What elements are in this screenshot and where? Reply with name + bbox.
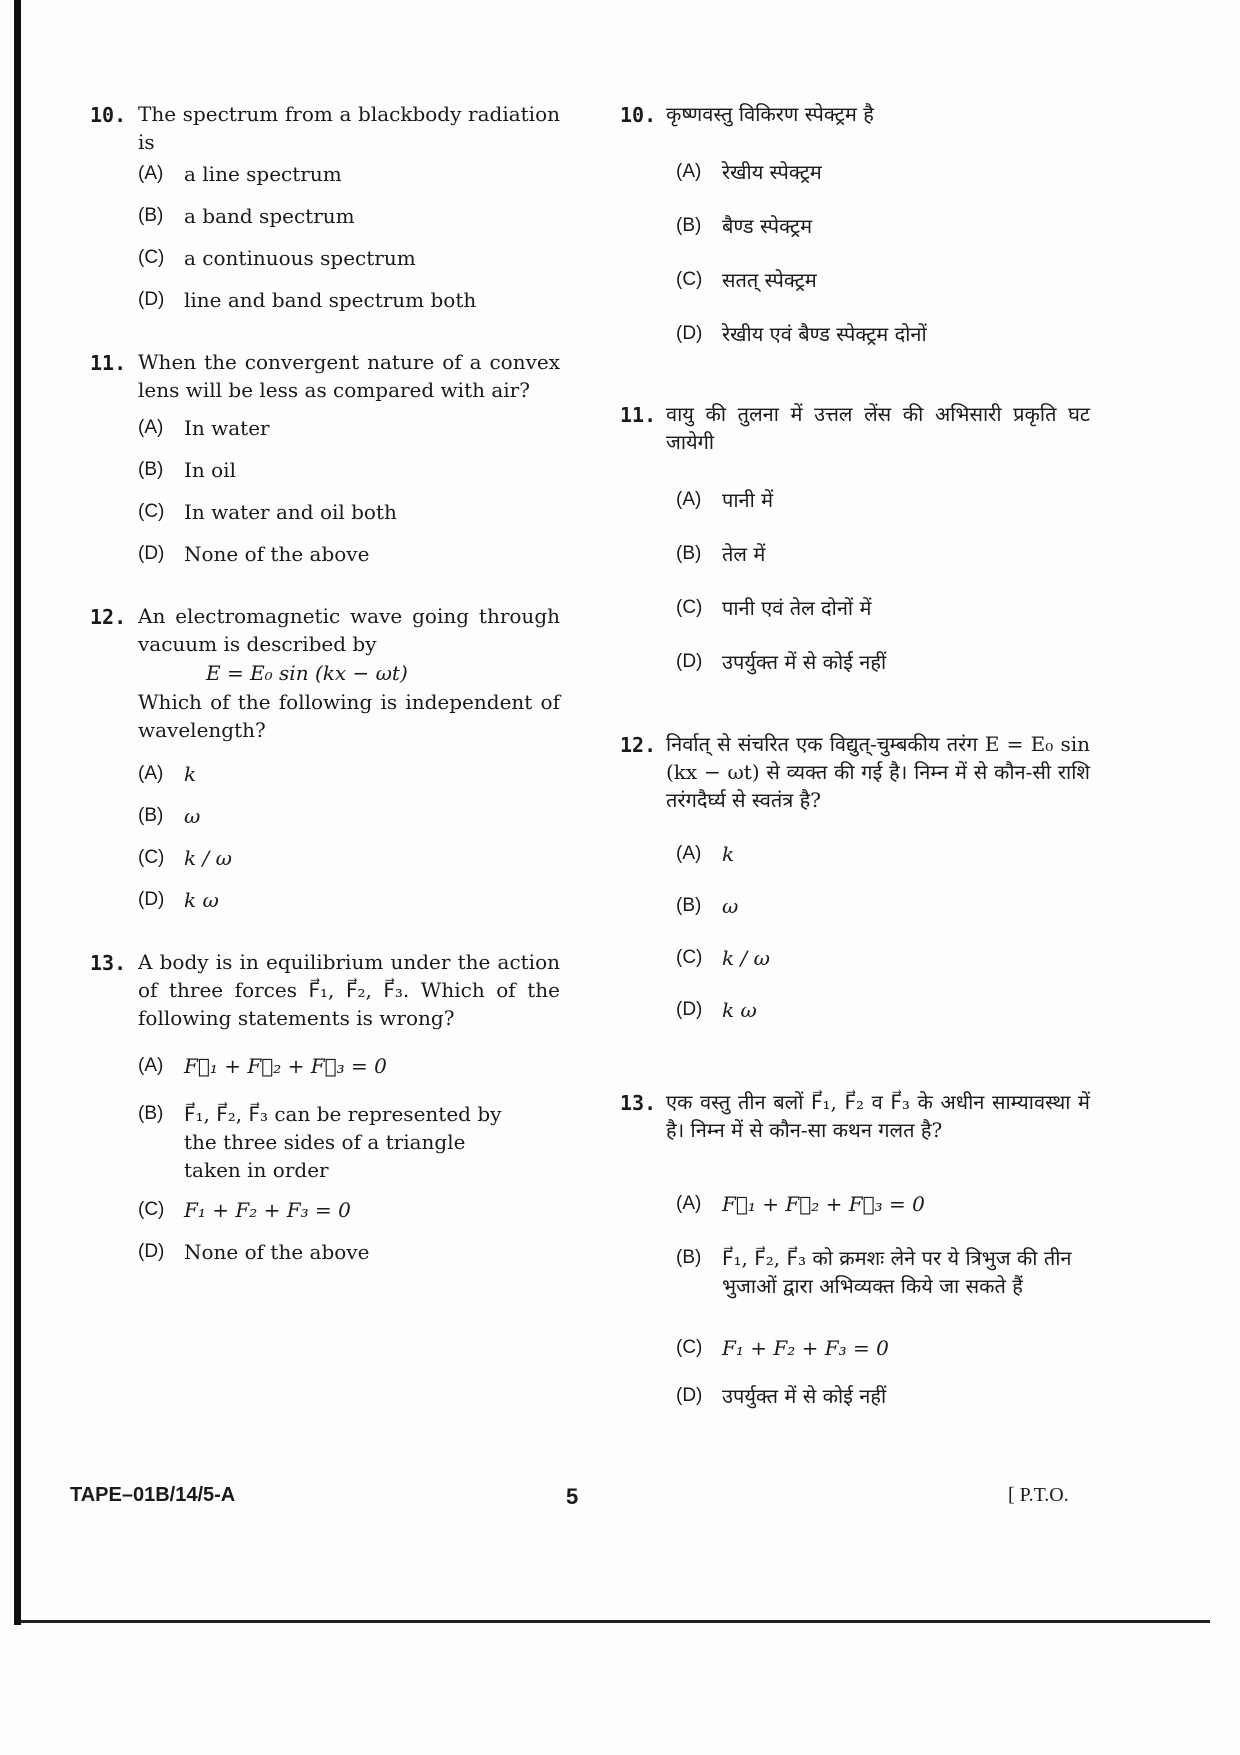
option-letter: (C)	[676, 1337, 703, 1358]
option-a[interactable]	[138, 160, 342, 188]
option-a[interactable]	[138, 760, 196, 788]
option-text: k	[184, 762, 197, 786]
option-text: F⃗₁ + F⃗₂ + F⃗₃ = 0	[184, 1054, 387, 1078]
option-d[interactable]	[676, 320, 927, 348]
option-text: None of the above	[184, 1240, 370, 1264]
question-number: 10.	[90, 103, 127, 127]
option-letter: (D)	[138, 1241, 165, 1262]
option-b[interactable]	[138, 202, 355, 230]
option-letter: (A)	[676, 843, 702, 864]
option-a[interactable]	[676, 840, 734, 868]
option-letter: (B)	[138, 459, 164, 480]
question-13-hi	[620, 1088, 1090, 1144]
option-text: बैण्ड स्पेक्ट्रम	[722, 214, 813, 238]
option-letter: (B)	[676, 895, 702, 916]
option-letter: (D)	[138, 543, 165, 564]
option-letter: (B)	[138, 805, 164, 826]
question-text: निर्वात् से संचरित एक विद्युत्-चुम्बकीय तरंग E = E₀ sin (kx − ωt) से व्यक्त की गई है। निम्न में से कौन-सी राशि तरंगदैर्घ्य से स्वतंत्र है?	[666, 732, 1090, 812]
option-text: k	[722, 842, 735, 866]
option-letter: (C)	[138, 501, 165, 522]
option-letter: (B)	[138, 205, 164, 226]
option-letter: (B)	[676, 1247, 702, 1268]
option-letter: (A)	[138, 763, 164, 784]
option-letter: (B)	[138, 1103, 164, 1124]
option-letter: (D)	[138, 289, 165, 310]
question-12-en	[90, 602, 560, 744]
option-d[interactable]	[676, 1382, 886, 1410]
option-text: F₁ + F₂ + F₃ = 0	[722, 1336, 889, 1360]
option-d[interactable]	[138, 540, 369, 568]
page-binding-edge	[14, 0, 21, 1625]
option-letter: (D)	[676, 651, 703, 672]
question-text: The spectrum from a blackbody radiation is	[138, 102, 560, 154]
question-text: When the convergent nature of a convex lens will be less as compared with air?	[138, 350, 560, 402]
option-a[interactable]	[676, 1190, 925, 1218]
option-text: In water	[184, 416, 270, 440]
option-text: F⃗₁, F⃗₂, F⃗₃ can be represented by the three sides of a triangle taken in order	[184, 1102, 502, 1182]
option-c[interactable]	[676, 1334, 889, 1362]
question-11-hi	[620, 400, 1090, 456]
option-letter: (B)	[676, 215, 702, 236]
question-12-hi	[620, 730, 1090, 814]
option-c[interactable]	[138, 1196, 351, 1224]
question-number: 13.	[620, 1091, 657, 1115]
question-number: 13.	[90, 951, 127, 975]
question-text: कृष्णवस्तु विकिरण स्पेक्ट्रम है	[666, 102, 874, 126]
option-letter: (A)	[138, 417, 164, 438]
question-number: 11.	[90, 351, 127, 375]
option-text: तेल में	[722, 542, 766, 566]
option-b[interactable]	[676, 892, 738, 920]
option-letter: (C)	[676, 269, 703, 290]
option-c[interactable]	[138, 244, 416, 272]
option-b[interactable]	[676, 212, 812, 240]
option-text: None of the above	[184, 542, 370, 566]
option-text: उपर्युक्त में से कोई नहीं	[722, 650, 887, 674]
option-c[interactable]	[676, 944, 770, 972]
option-b[interactable]	[676, 1244, 1090, 1300]
option-letter: (C)	[138, 247, 165, 268]
option-letter: (D)	[138, 889, 165, 910]
question-10-hi	[620, 100, 1090, 130]
option-letter: (D)	[676, 1385, 703, 1406]
option-text: पानी में	[722, 488, 774, 512]
option-letter: (A)	[676, 161, 702, 182]
wave-equation: E = E₀ sin (kx − ωt)	[206, 661, 408, 685]
option-letter: (A)	[676, 1193, 702, 1214]
booklet-code: TAPE–01B/14/5-A	[70, 1484, 236, 1506]
option-text: k / ω	[184, 846, 232, 870]
option-letter: (B)	[676, 543, 702, 564]
question-text: वायु की तुलना में उत्तल लेंस की अभिसारी प्रकृति घट जायेगी	[666, 402, 1090, 454]
option-c[interactable]	[676, 266, 817, 294]
option-b[interactable]	[138, 456, 236, 484]
option-text: उपर्युक्त में से कोई नहीं	[722, 1384, 887, 1408]
option-text: रेखीय स्पेक्ट्रम	[722, 160, 822, 184]
option-text: F⃗₁, F⃗₂, F⃗₃ को क्रमशः लेने पर ये त्रिभुज की तीन भुजाओं द्वारा अभिव्यक्त किये जा सकते हैं	[722, 1246, 1072, 1298]
option-text: line and band spectrum both	[184, 288, 477, 312]
option-letter: (C)	[138, 1199, 165, 1220]
option-letter: (A)	[138, 1055, 164, 1076]
option-text: पानी एवं तेल दोनों में	[722, 596, 872, 620]
question-number: 12.	[90, 605, 127, 629]
option-a[interactable]	[676, 486, 773, 514]
option-d[interactable]	[138, 886, 219, 914]
option-text: a continuous spectrum	[184, 246, 416, 270]
option-c[interactable]	[138, 844, 232, 872]
option-text: In oil	[184, 458, 236, 482]
option-letter: (C)	[138, 847, 165, 868]
option-letter: (D)	[676, 999, 703, 1020]
question-11-en	[90, 348, 560, 404]
option-d[interactable]	[138, 1238, 369, 1266]
bottom-rule	[20, 1620, 1210, 1623]
option-text: F⃗₁ + F⃗₂ + F⃗₃ = 0	[722, 1192, 925, 1216]
option-a[interactable]	[138, 1052, 387, 1080]
option-letter: (A)	[138, 163, 164, 184]
question-number: 11.	[620, 403, 657, 427]
option-text: ω	[184, 804, 201, 828]
option-text: a line spectrum	[184, 162, 342, 186]
question-text: A body is in equilibrium under the action of three forces F⃗₁, F⃗₂, F⃗₃. Which of the following statements is wrong?	[138, 950, 560, 1030]
option-c[interactable]	[676, 594, 871, 622]
option-letter: (A)	[676, 489, 702, 510]
option-d[interactable]	[676, 996, 757, 1024]
page-number: 5	[566, 1484, 579, 1509]
option-d[interactable]	[138, 286, 476, 314]
option-text: F₁ + F₂ + F₃ = 0	[184, 1198, 351, 1222]
option-letter: (D)	[676, 323, 703, 344]
option-text: a band spectrum	[184, 204, 355, 228]
option-a[interactable]	[676, 158, 822, 186]
option-text: सतत् स्पेक्ट्रम	[722, 268, 817, 292]
option-b[interactable]	[676, 540, 765, 568]
question-10-en	[90, 100, 560, 156]
question-text: एक वस्तु तीन बलों F⃗₁, F⃗₂ व F⃗₃ के अधीन साम्यावस्था में है। निम्न में से कौन-सा कथन गलत है?	[666, 1090, 1090, 1142]
question-subtext: Which of the following is independent of wavelength?	[138, 690, 560, 742]
option-c[interactable]	[138, 498, 397, 526]
question-number: 12.	[620, 733, 657, 757]
option-text: In water and oil both	[184, 500, 397, 524]
option-b[interactable]	[138, 1100, 512, 1184]
option-b[interactable]	[138, 802, 200, 830]
option-letter: (C)	[676, 947, 703, 968]
option-text: ω	[722, 894, 739, 918]
option-letter: (C)	[676, 597, 703, 618]
option-text: k ω	[722, 998, 757, 1022]
option-text: रेखीय एवं बैण्ड स्पेक्ट्रम दोनों	[722, 322, 927, 346]
option-d[interactable]	[676, 648, 886, 676]
question-number: 10.	[620, 103, 657, 127]
option-text: k ω	[184, 888, 219, 912]
question-13-en	[90, 948, 560, 1032]
please-turn-over: [ P.T.O.	[1008, 1484, 1069, 1506]
question-text: An electromagnetic wave going through vacuum is described by	[138, 604, 560, 656]
option-a[interactable]	[138, 414, 270, 442]
option-text: k / ω	[722, 946, 770, 970]
